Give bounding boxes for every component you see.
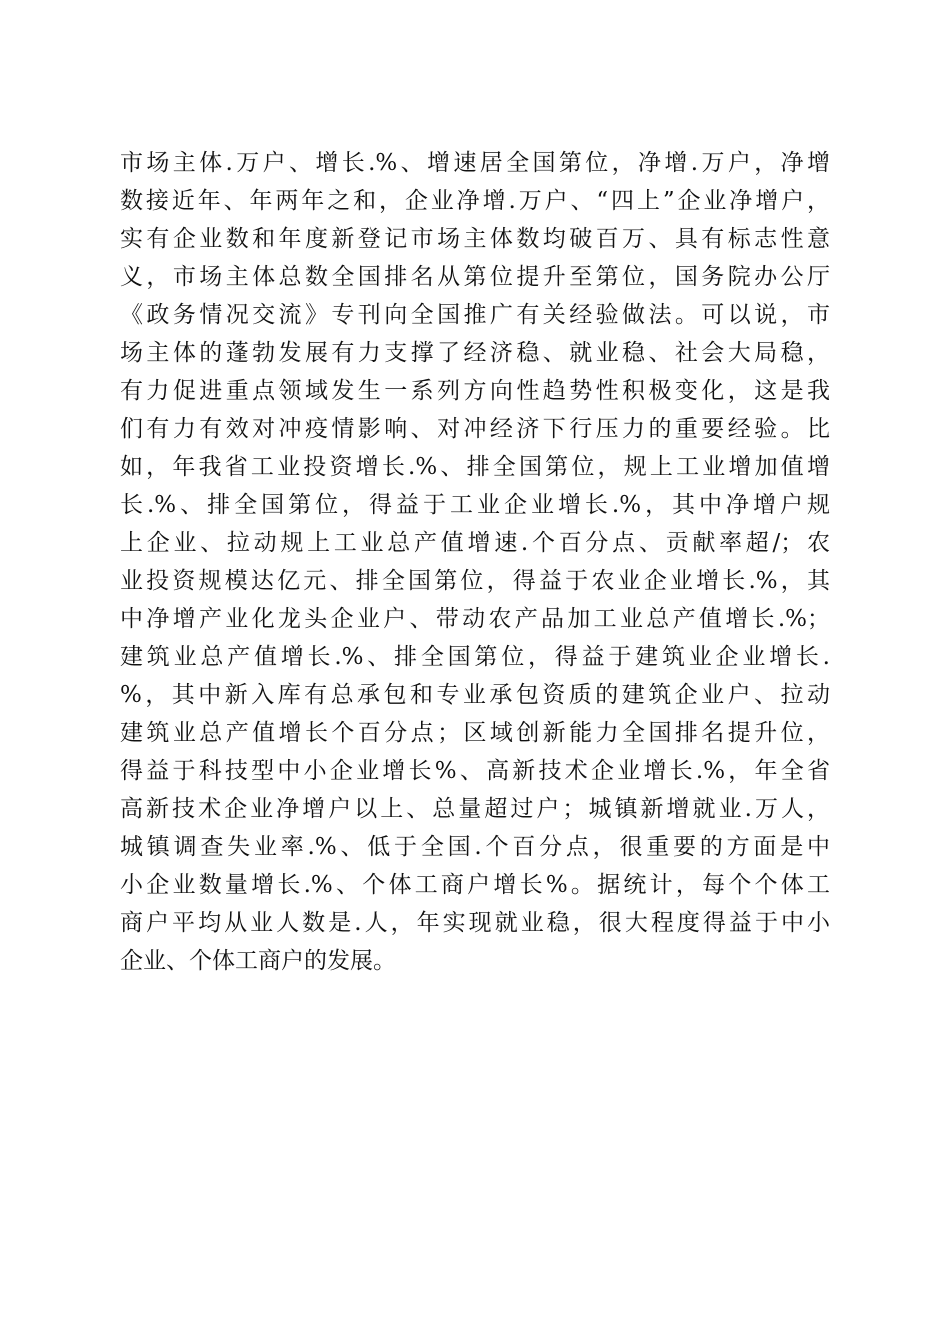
text-line: 建筑业总产值增长个百分点；区域创新能力全国排名提升位， (120, 720, 830, 746)
document-body (120, 144, 830, 980)
text-line: 企业、个体工商户的发展。 (120, 948, 396, 974)
text-line: 长.%、排全国第位，得益于工业企业增长.%，其中净增户规 (120, 492, 830, 518)
text-line: 有力促进重点领域发生一系列方向性趋势性积极变化，这是我 (120, 378, 830, 404)
text-line: 义，市场主体总数全国排名从第位提升至第位，国务院办公厅 (120, 264, 830, 290)
text-line: 实有企业数和年度新登记市场主体数均破百万、具有标志性意 (120, 226, 830, 252)
text-line: 《政务情况交流》专刊向全国推广有关经验做法。可以说，市 (120, 302, 830, 328)
text-line: 们有力有效对冲疫情影响、对冲经济下行压力的重要经验。比 (120, 416, 830, 442)
text-line: 中净增产业化龙头企业户、带动农产品加工业总产值增长.%； (120, 606, 830, 632)
text-line: 场主体的蓬勃发展有力支撑了经济稳、就业稳、社会大局稳， (120, 340, 830, 366)
text-line: 建筑业总产值增长.%、排全国第位，得益于建筑业企业增长. (120, 644, 830, 670)
text-line: 城镇调查失业率.%、低于全国.个百分点，很重要的方面是中 (120, 834, 830, 860)
text-line: 市场主体.万户、增长.%、增速居全国第位，净增.万户，净增 (120, 150, 830, 176)
text-line: 上企业、拉动规上工业总产值增速.个百分点、贡献率超/；农 (120, 530, 830, 556)
text-line: %，其中新入库有总承包和专业承包资质的建筑企业户、拉动 (120, 682, 830, 708)
text-line: 商户平均从业人数是.人，年实现就业稳，很大程度得益于中小 (120, 910, 830, 936)
text-line: 如，年我省工业投资增长.%、排全国第位，规上工业增加值增 (120, 454, 830, 480)
text-line: 数接近年、年两年之和，企业净增.万户、“四上”企业净增户， (120, 188, 830, 214)
text-line: 业投资规模达亿元、排全国第位，得益于农业企业增长.%，其 (120, 568, 830, 594)
text-line: 小企业数量增长.%、个体工商户增长%。据统计，每个个体工 (120, 872, 830, 898)
text-line: 得益于科技型中小企业增长%、高新技术企业增长.%，年全省 (120, 758, 830, 784)
text-line: 高新技术企业净增户以上、总量超过户；城镇新增就业.万人， (120, 796, 830, 822)
